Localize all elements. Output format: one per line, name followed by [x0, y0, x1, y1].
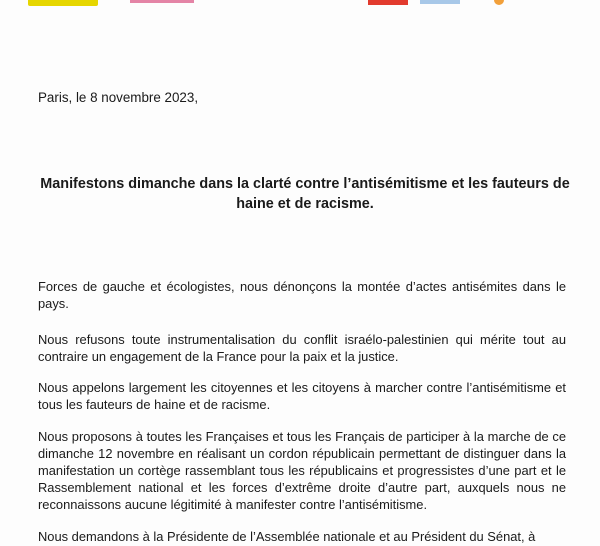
party-logo-orange [494, 0, 504, 5]
paragraph-5: Nous demandons à la Présidente de l’Assemblée nationale et au Président du Sénat, à [38, 529, 536, 544]
paragraph-1: Forces de gauche et écologistes, nous dénonçons la montée d’actes antisémites dans le pays. [38, 279, 566, 311]
paragraph-4: Nous proposons à toutes les Françaises et tous les Français de participer à la marche de ce dimanche 12 novembre en réalisant un cordon républicain permettant de distinguer dans la manifestation un cortège rassemblant tous les républicains et progressistes d’une part et le Rassemblement national et les forces d’extrême droite d’autre part, auxquels nous ne reconnaissons aucune légitimité à manifester contre l’antisémitisme. [38, 429, 566, 512]
party-logo-pink [130, 0, 194, 3]
date-line: Paris, le 8 novembre 2023, [38, 90, 199, 105]
paragraph-2: Nous refusons toute instrumentalisation du conflit israélo-palestinien qui mérite tout au contraire un engagement de la France pour la paix et la justice. [38, 332, 566, 364]
party-logo-red [368, 0, 408, 5]
paragraph-3: Nous appelons largement les citoyennes et les citoyens à marcher contre l’antisémitisme et tous les fauteurs de haine et de racisme. [38, 380, 566, 412]
headline: Manifestons dimanche dans la clarté contre l’antisémitisme et les fauteurs de haine et de racisme. [40, 176, 570, 212]
party-logo-blue [420, 0, 460, 4]
letterhead-logos [0, 0, 600, 8]
party-logo-yellow [28, 0, 98, 6]
